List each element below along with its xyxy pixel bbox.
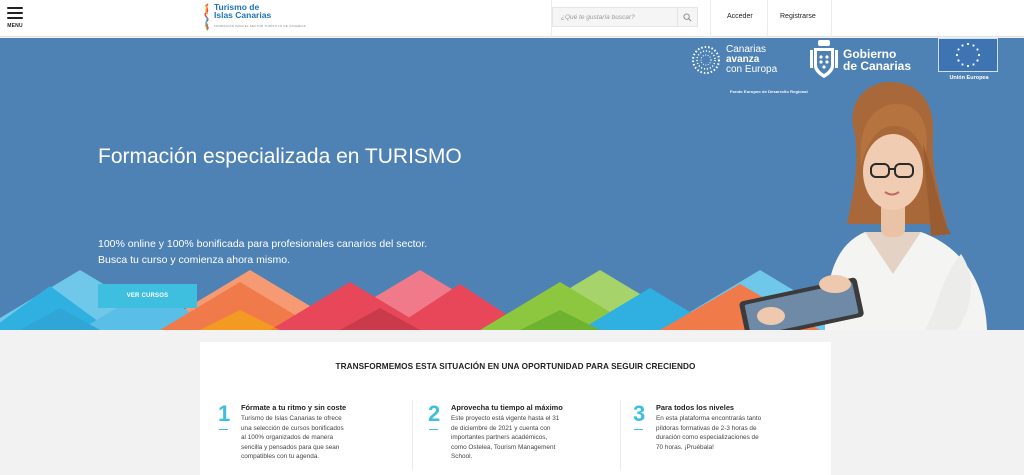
feder-label: Fondo Europeo de Desarrollo Regional	[730, 89, 808, 94]
ue-label: Unión Europea	[949, 75, 989, 81]
cae-line2: avanza	[726, 54, 760, 65]
woman-with-tablet-illustration	[725, 74, 1005, 330]
step-heading: Fórmate a tu ritmo y sin coste	[241, 403, 347, 412]
step-text: Turismo de Islas Canarias te ofrece una selección de cursos bonificados al 100% organizados de manera sencilla y pensados para que sean compatibles con tu agenda.	[241, 415, 344, 460]
top-header	[0, 0, 1024, 37]
step-text: En esta plataforma encontrarás tanto píldoras formativas de 2-3 horas de duración como especializaciones de 70 horas. ¡Pruébala!	[656, 415, 762, 451]
dotted-ring-icon	[691, 45, 721, 75]
hero-subtitle	[98, 236, 518, 268]
register-link[interactable]: Registrarse	[780, 13, 816, 20]
step-number: 2	[428, 401, 441, 426]
login-link[interactable]: Acceder	[727, 13, 753, 20]
hero-banner	[0, 38, 1024, 330]
step-heading: Para todos los niveles	[656, 403, 735, 412]
step-number-underline	[219, 429, 228, 430]
canarias-avanza-logo	[691, 42, 801, 78]
header-divider	[710, 0, 711, 37]
step-divider	[412, 400, 413, 470]
hamburger-icon	[7, 7, 23, 19]
header-divider	[767, 0, 768, 37]
info-card	[200, 342, 831, 475]
step-number: 3	[633, 401, 646, 426]
cae-line3: con Europa	[726, 64, 778, 75]
gob-line2: de Canarias	[843, 59, 912, 73]
hero-subtitle-line2: Busca tu curso y comienza ahora mismo.	[98, 254, 290, 266]
search-box	[552, 7, 698, 27]
section-title: TRANSFORMEMOS ESTA SITUACIÓN EN UNA OPORTUNIDAD PARA SEGUIR CRECIENDO	[335, 362, 696, 371]
step-text: Este proyecto está vigente hasta el 31 de diciembre de 2021 y cuenta con importantes partners académicos, como Ostelea, Tourism Management School.	[451, 415, 560, 460]
search-input[interactable]	[553, 8, 677, 26]
search-button[interactable]	[677, 8, 697, 26]
header-divider	[831, 0, 832, 37]
brand-tagline: FORMACIÓN PARA EL SECTOR TURÍSTICO DE CANARIAS	[214, 24, 306, 28]
hero-title: Formación especializada en TURISMO	[98, 145, 462, 168]
menu-label: MENU	[7, 23, 23, 29]
menu-button[interactable]	[4, 6, 26, 32]
gob-line1: Gobierno	[843, 47, 897, 61]
brand-logo[interactable]	[202, 3, 306, 33]
cae-line1: Canarias	[726, 44, 767, 55]
step-number-underline	[634, 429, 643, 430]
brand-wave-icon	[202, 3, 212, 31]
step-number: 1	[218, 401, 231, 426]
eu-flag-icon	[938, 38, 998, 72]
view-courses-button[interactable]: VER CURSOS	[98, 284, 197, 308]
step-heading: Aprovecha tu tiempo al máximo	[451, 403, 563, 412]
hero-subtitle-line1: 100% online y 100% bonificada para profesionales canarios del sector.	[98, 238, 428, 250]
brand-line2: Islas Canarias	[214, 10, 272, 20]
step-divider	[620, 400, 621, 470]
step-number-underline	[429, 429, 438, 430]
search-icon	[683, 13, 692, 22]
brand-line1: Turismo de	[214, 2, 260, 12]
